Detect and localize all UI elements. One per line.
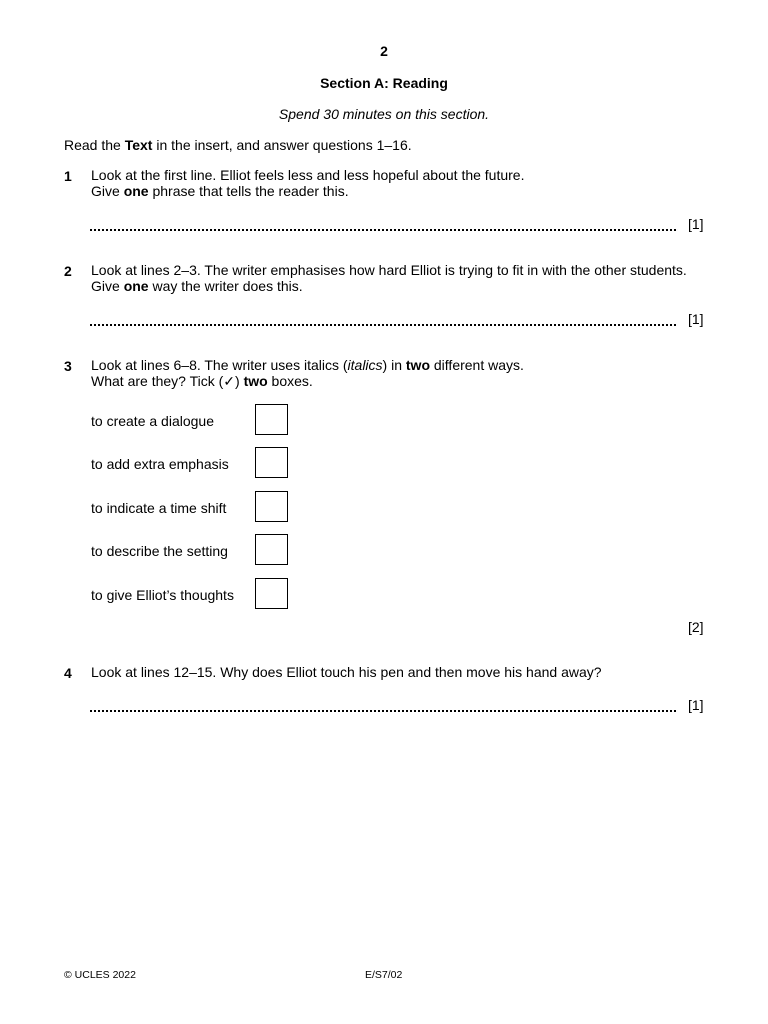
- question-3-text: [91, 358, 524, 389]
- question-1-number: 1: [64, 168, 72, 184]
- question-2-line-1: Look at lines 2–3. The writer emphasises how hard Elliot is trying to fit in with the other students.: [91, 262, 687, 278]
- question-3-mark: [2]: [688, 619, 704, 635]
- option-label-create-dialogue: to create a dialogue: [91, 413, 214, 429]
- question-3-line-2: What are they? Tick (✓) two boxes.: [91, 372, 313, 389]
- intro-text-part: Read the: [64, 137, 125, 153]
- question-4-mark: [1]: [688, 697, 704, 713]
- question-1-text: [91, 168, 524, 199]
- option-label-elliots-thoughts: to give Elliot’s thoughts: [91, 587, 234, 603]
- footer-paper-code: E/S7/02: [365, 969, 403, 981]
- option-label-time-shift: to indicate a time shift: [91, 500, 227, 516]
- question-3-line-1: Look at lines 6–8. The writer uses italics (italics) in two different ways.: [91, 357, 524, 373]
- question-2-mark: [1]: [688, 311, 704, 327]
- question-1-answer-line[interactable]: [90, 229, 676, 231]
- question-1-mark: [1]: [688, 216, 704, 232]
- tick-box-extra-emphasis[interactable]: [255, 447, 288, 478]
- section-instruction: Spend 30 minutes on this section.: [278, 106, 490, 122]
- footer-copyright: © UCLES 2022: [64, 969, 136, 981]
- tick-box-elliots-thoughts[interactable]: [255, 578, 288, 609]
- question-4-number: 4: [64, 665, 72, 681]
- intro-text-bold: Text: [124, 137, 153, 153]
- section-title: Section A: Reading: [320, 75, 448, 91]
- question-4-text: Look at lines 12–15. Why does Elliot touch his pen and then move his hand away?: [91, 664, 602, 680]
- tick-box-time-shift[interactable]: [255, 491, 288, 522]
- intro-text-part: in the insert, and answer questions 1–16.: [152, 137, 412, 153]
- question-1-line-1: Look at the first line. Elliot feels less and less hopeful about the future.: [91, 167, 525, 183]
- tick-box-create-dialogue[interactable]: [255, 404, 288, 435]
- option-label-extra-emphasis: to add extra emphasis: [91, 456, 229, 472]
- question-2-answer-line[interactable]: [90, 324, 676, 326]
- question-4-answer-line[interactable]: [90, 710, 676, 712]
- question-1-line-2: Give one phrase that tells the reader this.: [91, 182, 349, 199]
- intro-text: [64, 137, 412, 153]
- page-number: 2: [380, 43, 388, 59]
- question-2-number: 2: [64, 263, 72, 279]
- question-2-line-2: Give one way the writer does this.: [91, 277, 303, 294]
- option-label-describe-setting: to describe the setting: [91, 543, 228, 559]
- tick-box-describe-setting[interactable]: [255, 534, 288, 565]
- question-3-number: 3: [64, 358, 72, 374]
- question-2-text: [91, 263, 687, 294]
